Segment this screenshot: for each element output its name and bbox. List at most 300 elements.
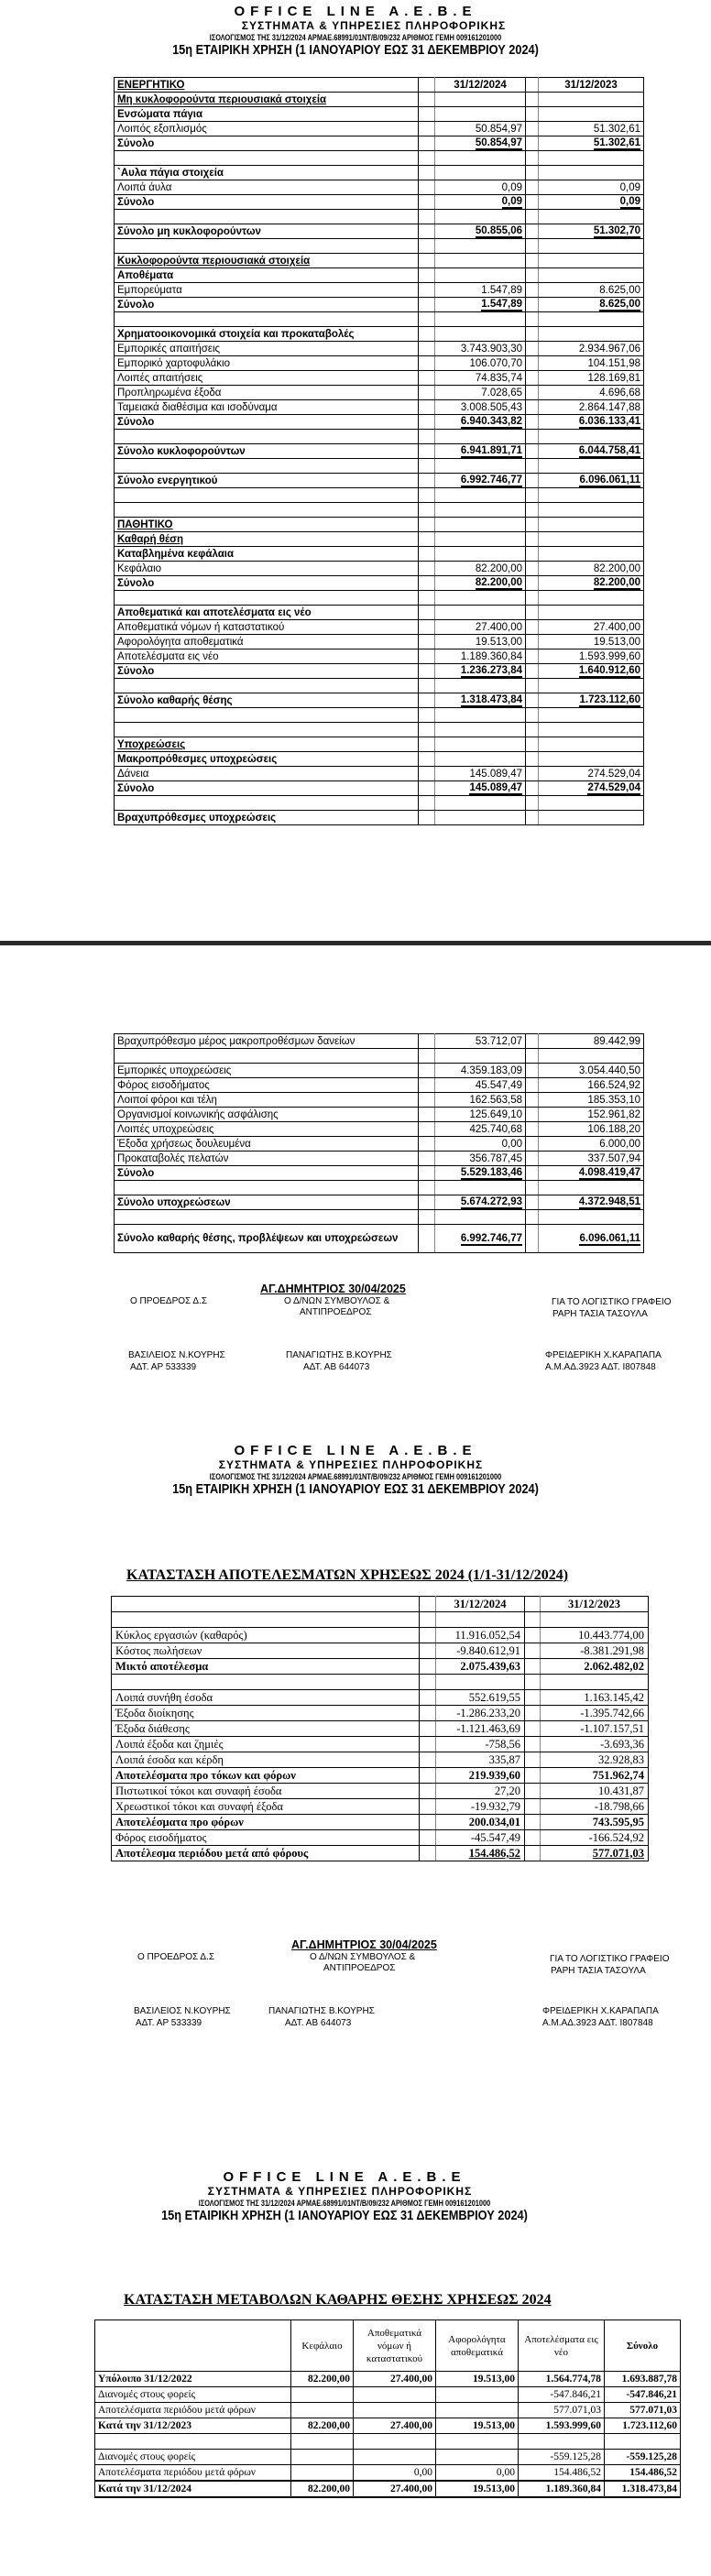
value-2024 [435, 796, 526, 811]
table-row [115, 254, 644, 268]
table-row [112, 1659, 649, 1675]
table-row [115, 1078, 644, 1093]
cell-value: 82.200,00 [291, 2481, 354, 2497]
president-id: ΑΔΤ. ΑΡ 533339 [130, 1362, 197, 1372]
value-2023: 0,09 [539, 180, 644, 195]
table-row [112, 1628, 649, 1643]
value-2023: 1.723.112,60 [539, 693, 644, 708]
value-2024: 1.318.473,84 [435, 693, 526, 708]
value-2024: 145.089,47 [435, 767, 526, 781]
table-row [115, 298, 644, 312]
value-2024: -758,56 [485, 1737, 520, 1751]
row-label: Βραχυπρόθεσμο μέρος μακροπροθέσμων δανείων [117, 1035, 356, 1047]
cell-value [436, 2387, 519, 2403]
cell-value: 1.693.887,78 [605, 2372, 681, 2387]
cell-value: 1.564.774,78 [519, 2372, 605, 2387]
value-2023: 89.442,99 [539, 1034, 644, 1049]
cell-value: 27.400,00 [354, 2418, 436, 2434]
table-row [115, 1064, 644, 1078]
table-row [115, 664, 644, 679]
table-row [115, 224, 644, 239]
value-2023 [539, 503, 644, 518]
row-label: Μακροπρόθεσμες υποχρεώσεις [117, 753, 278, 765]
value-2023: 751.962,74 [592, 1768, 644, 1782]
row-label: Σύνολο κυκλοφορούντων [117, 445, 246, 457]
cell-value: 19.513,00 [436, 2481, 519, 2497]
president-title: Ο ΠΡΟΕΔΡΟΣ Δ.Σ [130, 1296, 208, 1306]
column-header: Κεφάλαιο [291, 2320, 354, 2372]
value-2023: -8.381.291,98 [580, 1643, 644, 1657]
value-2023 [539, 796, 644, 811]
value-2024 [435, 723, 526, 737]
table-row [115, 415, 644, 430]
row-label: Σύνολο καθαρής θέσης [117, 694, 233, 706]
cell-value [436, 2403, 519, 2418]
table-row [115, 693, 644, 708]
value-2024: 0,00 [435, 1137, 526, 1152]
table-row [115, 635, 644, 649]
row-label: Χρεωστικοί τόκοι και συναφή έξοδα [115, 1799, 283, 1813]
table-row [115, 474, 644, 488]
table-row [112, 1768, 649, 1784]
col-2023: 31/12/2023 [541, 1597, 649, 1612]
company-activity: ΣΥΣΤΗΜΑΤΑ & ΥΠΗΡΕΣΙΕΣ ΠΛΗΡΟΦΟΡΙΚΗΣ [207, 2185, 473, 2198]
col-2024: 31/12/2024 [436, 1597, 525, 1612]
row-label: Χρηματοοικονομικά στοιχεία και προκαταβολές [117, 328, 355, 340]
value-2023: 8.625,00 [539, 298, 644, 312]
value-2023: 743.595,95 [592, 1815, 644, 1828]
table-row [115, 371, 644, 386]
value-2023 [539, 254, 644, 268]
document-header-2 [0, 1443, 711, 1498]
value-2023: 10.443.774,00 [578, 1628, 644, 1642]
value-2023: 6.000,00 [539, 1137, 644, 1152]
value-2024 [435, 679, 526, 693]
table-row [115, 488, 644, 503]
row-label: Μη κυκλοφορούντα περιουσιακά στοιχεία [117, 93, 327, 105]
value-2023: 577.071,03 [592, 1846, 644, 1860]
row-label: Κεφάλαιο [117, 562, 162, 574]
row-label [95, 2434, 291, 2450]
cell-value [291, 2450, 354, 2465]
cell-value: -547.846,21 [605, 2387, 681, 2403]
value-2023 [539, 606, 644, 620]
value-2023: 1.163.145,42 [584, 1690, 644, 1704]
row-label: Καθαρή θέση [117, 533, 184, 545]
value-2024: 82.200,00 [435, 562, 526, 576]
row-label: Αποτελέσματα προ τόκων και φόρων [115, 1768, 296, 1782]
table-row [115, 576, 644, 591]
table-row [115, 767, 644, 781]
table-row [115, 620, 644, 635]
document-header-1 [0, 4, 711, 59]
value-2024: 125.649,10 [435, 1108, 526, 1122]
value-2024: -1.121.463,69 [456, 1721, 520, 1735]
row-label: Σύνολο [117, 299, 155, 311]
table-row [115, 459, 644, 474]
cell-value: 82.200,00 [291, 2372, 354, 2387]
value-2023: 4.372.948,51 [539, 1195, 644, 1210]
table-row [115, 239, 644, 254]
row-label: Αποθεματικά νόμων ή καταστατικού [117, 621, 285, 633]
row-label: Σύνολο [117, 196, 155, 208]
accountant-id: Α.Μ.ΑΔ.3923 ΑΔΤ. Ι807848 [545, 1362, 656, 1372]
value-2023 [539, 518, 644, 532]
value-2023: 1.593.999,60 [539, 649, 644, 664]
value-2023 [539, 811, 644, 825]
table-row [115, 591, 644, 606]
value-2024 [435, 1181, 526, 1195]
row-label: Εμπορικές υποχρεώσεις [117, 1064, 232, 1076]
row-label: Λοιπά συνήθη έσοδα [115, 1690, 213, 1704]
value-2024: 154.486,52 [468, 1846, 520, 1860]
cell-value [436, 2450, 519, 2465]
value-2023 [539, 547, 644, 562]
value-2023: 4.098.419,47 [539, 1166, 644, 1181]
table-row [115, 1181, 644, 1195]
table-row [115, 1034, 644, 1049]
value-2024: 6.941.891,71 [435, 444, 526, 459]
md-id: ΑΔΤ. ΑΒ 644073 [303, 1362, 370, 1372]
row-label: Σύνολο [117, 416, 155, 428]
value-2023: 6.036.133,41 [539, 415, 644, 430]
cell-value: 154.486,52 [519, 2465, 605, 2482]
table-row [115, 107, 644, 122]
row-label: Διανομές στους φορείς [95, 2387, 291, 2403]
table-row [115, 180, 644, 195]
row-label: Καταβλημένα κεφάλαια [117, 548, 235, 560]
value-2023: 3.054.440,50 [539, 1064, 644, 1078]
table-row [112, 1643, 649, 1659]
fiscal-year-line: 15η ΕΤΑΙΡΙΚΗ ΧΡΗΣΗ (1 ΙΑΝΟΥΑΡΙΟΥ ΕΩΣ 31 ΔΕΚΕΜΒΡΙΟΥ 2024) [172, 43, 539, 58]
row-label: Αφορολόγητα αποθεματικά [117, 636, 244, 648]
table-row [115, 752, 644, 767]
value-2024: 1.236.273,84 [435, 664, 526, 679]
table-row [115, 562, 644, 576]
value-2023: -1.395.742,66 [580, 1706, 644, 1719]
value-2023 [539, 708, 644, 723]
value-2024: 7.028,65 [435, 386, 526, 400]
col-2024: 31/12/2024 [435, 78, 526, 93]
accountant-office: ΓΙΑ ΤΟ ΛΟΓΙΣΤΙΚΟ ΓΡΑΦΕΙΟ [550, 1954, 670, 1964]
value-2023: 128.169,81 [539, 371, 644, 386]
value-2024 [435, 254, 526, 268]
table-row [115, 210, 644, 224]
company-name: OFFICE LINE A.E.B.E [223, 2169, 466, 2185]
table-row [115, 708, 644, 723]
value-2024 [435, 268, 526, 283]
column-header: Αφορολόγητα αποθεματικά [436, 2320, 519, 2372]
value-2024: 74.835,74 [435, 371, 526, 386]
table-row [112, 1612, 649, 1628]
row-label: Υποχρεώσεις [117, 738, 186, 750]
row-label: Κυκλοφορούντα περιουσιακά στοιχεία [117, 255, 311, 267]
value-2024: -19.932,79 [470, 1799, 520, 1813]
value-2023 [539, 239, 644, 254]
value-2023 [539, 210, 644, 224]
table-row [115, 386, 644, 400]
value-2024: 4.359.183,09 [435, 1064, 526, 1078]
row-label: Ενσώματα πάγια [117, 108, 203, 120]
table-row [115, 503, 644, 518]
row-label: Οργανισμοί κοινωνικής ασφάλισης [117, 1108, 279, 1120]
row-label: Προκαταβολές πελατών [117, 1152, 229, 1164]
cell-value: 1.189.360,84 [519, 2481, 605, 2497]
value-2024: 1.547,89 [435, 283, 526, 298]
row-label: Φόρος εισοδήματος [117, 1079, 210, 1091]
table-row [95, 2387, 681, 2403]
value-2024: -9.840.612,91 [456, 1643, 520, 1657]
value-2023: 337.507,94 [539, 1152, 644, 1166]
value-2024 [435, 811, 526, 825]
cell-value [354, 2403, 436, 2418]
table-row [112, 1784, 649, 1799]
value-2023: 152.961,82 [539, 1108, 644, 1122]
accountant-firm: ΡΑΡΗ ΤΑΣΙΑ ΤΑΣΟΥΛΑ [552, 1309, 648, 1319]
value-2023: -3.693,36 [600, 1737, 644, 1751]
value-2024: 5.674.272,93 [435, 1195, 526, 1210]
row-label: Σύνολο καθαρής θέσης, προβλέψεων και υποχρεώσεων [117, 1233, 399, 1244]
value-2023: 185.353,10 [539, 1093, 644, 1108]
table-row [95, 2465, 681, 2482]
value-2023: -18.798,66 [594, 1799, 644, 1813]
row-label: Μικτό αποτέλεσμα [115, 1659, 209, 1673]
value-2024: 145.089,47 [435, 781, 526, 796]
value-2024: 82.200,00 [435, 576, 526, 591]
row-label: Σύνολο [117, 137, 155, 149]
registry-line: ΙΣΟΛΟΓΙΣΜΟΣ ΤΗΣ 31/12/2024 ΑΡΜΑΕ.68991/01ΝΤ/Β/09/232 ΑΡΙΘΜΟΣ ΓΕΜΗ 009161201000 [209, 33, 502, 42]
row-label: Εμπορικές απαιτήσεις [117, 343, 221, 355]
table-header-row [115, 78, 644, 93]
row-label: Διανομές στους φορείς [95, 2450, 291, 2465]
value-2024: 335,87 [488, 1752, 520, 1766]
value-2024 [435, 532, 526, 547]
table-row [115, 136, 644, 151]
cell-value [519, 2434, 605, 2450]
president-title: Ο ΠΡΟΕΔΡΟΣ Δ.Σ [137, 1952, 215, 1962]
table-row [115, 283, 644, 298]
row-label: Λοιποί φόροι και τέλη [117, 1094, 217, 1106]
value-2024 [435, 327, 526, 342]
cell-value: 1.723.112,60 [605, 2418, 681, 2434]
table-row [95, 2434, 681, 2450]
table-row [115, 327, 644, 342]
value-2024: 3.743.903,30 [435, 342, 526, 356]
value-2023 [539, 752, 644, 767]
value-2023: 6.096.061,11 [539, 474, 644, 488]
row-label: Σύνολο [117, 782, 155, 794]
value-2023: -166.524,92 [588, 1830, 644, 1844]
table-row [112, 1830, 649, 1846]
value-2023 [539, 1049, 644, 1064]
table-row [115, 400, 644, 415]
value-2023: 6.096.061,11 [539, 1225, 644, 1253]
row-label: Αποτελέσματα προ φόρων [115, 1815, 244, 1828]
president-name: ΒΑΣΙΛΕΙΟΣ Ν.ΚΟΥΡΗΣ [128, 1350, 225, 1360]
cell-value: 1.593.999,60 [519, 2418, 605, 2434]
cell-value [354, 2387, 436, 2403]
table-row [115, 723, 644, 737]
cell-value [354, 2450, 436, 2465]
value-2024 [435, 503, 526, 518]
company-name: OFFICE LINE A.E.B.E [234, 4, 477, 19]
md-title-1: Ο Δ/ΝΩΝ ΣΥΜΒΟΥΛΟΣ & [284, 1296, 390, 1306]
table-row [95, 2372, 681, 2387]
accountant-firm: ΡΑΡΗ ΤΑΣΙΑ ΤΑΣΟΥΛΑ [551, 1966, 646, 1976]
table-row [115, 532, 644, 547]
table-row [115, 1093, 644, 1108]
value-2024 [435, 459, 526, 474]
value-2024 [435, 93, 526, 107]
table-row [115, 430, 644, 444]
cell-value [354, 2434, 436, 2450]
value-2023: 4.696,68 [539, 386, 644, 400]
md-title-2: ΑΝΤΙΠΡΟΕΔΡΟΣ [323, 1963, 396, 1973]
value-2024 [435, 591, 526, 606]
table-row [112, 1799, 649, 1815]
md-title-1: Ο Δ/ΝΩΝ ΣΥΜΒΟΥΛΟΣ & [310, 1952, 416, 1962]
column-header: Σύνολο [605, 2320, 681, 2372]
row-label: Λοιπές απαιτήσεις [117, 372, 203, 384]
cell-value [605, 2434, 681, 2450]
cell-value: -559.125,28 [519, 2450, 605, 2465]
value-2024: 27.400,00 [435, 620, 526, 635]
row-label: Λοιπά έξοδα και ζημιές [115, 1737, 224, 1751]
table-row [95, 2403, 681, 2418]
table-row [115, 1166, 644, 1181]
value-2023 [539, 166, 644, 180]
value-2023: 51.302,61 [539, 136, 644, 151]
col-2023: 31/12/2023 [539, 78, 644, 93]
value-2023: 1.640.912,60 [539, 664, 644, 679]
row-label: Προπληρωμένα έξοδα [117, 387, 222, 398]
president-name: ΒΑΣΙΛΕΙΟΣ Ν.ΚΟΥΡΗΣ [134, 2006, 231, 2016]
value-2024 [435, 239, 526, 254]
value-2024: 6.992.746,77 [435, 1225, 526, 1253]
cell-value: 0,00 [354, 2465, 436, 2482]
value-2024 [435, 151, 526, 166]
value-2023 [539, 312, 644, 327]
value-2024: -45.547,49 [470, 1830, 520, 1844]
row-label: Πιστωτικοί τόκοι και συναφή έσοδα [115, 1784, 282, 1797]
table-header-row [112, 1597, 649, 1612]
value-2024 [435, 1049, 526, 1064]
company-activity: ΣΥΣΤΗΜΑΤΑ & ΥΠΗΡΕΣΙΕΣ ΠΛΗΡΟΦΟΡΙΚΗΣ [218, 1458, 484, 1471]
accountant-office: ΓΙΑ ΤΟ ΛΟΓΙΣΤΙΚΟ ΓΡΑΦΕΙΟ [552, 1297, 672, 1307]
value-2023 [539, 532, 644, 547]
income-statement-title: ΚΑΤΑΣΤΑΣΗ ΑΠΟΤΕΛΕΣΜΑΤΩΝ ΧΡΗΣΕΩΣ 2024 (1/1-31/12/2024) [126, 1567, 569, 1583]
value-2024: 200.034,01 [468, 1815, 520, 1828]
value-2024: 11.916.052,54 [454, 1628, 520, 1642]
value-2023 [539, 591, 644, 606]
value-2024: 53.712,07 [435, 1034, 526, 1049]
table-row [115, 1137, 644, 1152]
value-2023 [539, 488, 644, 503]
value-2023 [539, 723, 644, 737]
table-row [112, 1706, 649, 1721]
value-2024: 0,09 [435, 195, 526, 210]
row-label: Λοιπά έσοδα και κέρδη [115, 1752, 224, 1766]
cell-value: 19.513,00 [436, 2418, 519, 2434]
value-2023: 51.302,70 [539, 224, 644, 239]
value-2024 [435, 737, 526, 752]
value-2024: 356.787,45 [435, 1152, 526, 1166]
assets-heading: ΕΝΕΡΓΗΤΙΚΟ [117, 79, 185, 91]
table-row [115, 811, 644, 825]
cell-value: 577.071,03 [519, 2403, 605, 2418]
value-2024 [435, 547, 526, 562]
row-label: Έξοδα διάθεσης [115, 1721, 190, 1735]
row-label: Σύνολο [117, 665, 155, 677]
value-2024 [435, 518, 526, 532]
cell-value: -547.846,21 [519, 2387, 605, 2403]
row-label: Λοιπά άυλα [117, 181, 172, 193]
value-2024: 0,09 [435, 180, 526, 195]
value-2024: 50.854,97 [435, 136, 526, 151]
row-label: Βραχυπρόθεσμες υποχρεώσεις [117, 812, 277, 824]
registry-line: ΙΣΟΛΟΓΙΣΜΟΣ ΤΗΣ 31/12/2024 ΑΡΜΑΕ.68991/01ΝΤ/Β/09/232 ΑΡΙΘΜΟΣ ΓΕΜΗ 009161201000 [209, 1472, 502, 1481]
value-2024: 425.740,68 [435, 1122, 526, 1137]
value-2023: 82.200,00 [539, 562, 644, 576]
value-2024: 219.939,60 [468, 1768, 520, 1782]
value-2023: 2.934.967,06 [539, 342, 644, 356]
row-label: Ταμειακά διαθέσιμα και ισοδύναμα [117, 401, 278, 413]
value-2024: 5.529.183,46 [435, 1166, 526, 1181]
row-label: Σύνολο υποχρεώσεων [117, 1196, 231, 1208]
equity-statement-title: ΚΑΤΑΣΤΑΣΗ ΜΕΤΑΒΟΛΩΝ ΚΑΘΑΡΗΣ ΘΕΣΗΣ ΧΡΗΣΕΩΣ 2024 [124, 2292, 552, 2308]
table-row [112, 1690, 649, 1706]
value-2024: 45.547,49 [435, 1078, 526, 1093]
table-row [115, 1108, 644, 1122]
value-2024 [435, 1210, 526, 1225]
cell-value: 27.400,00 [354, 2481, 436, 2497]
table-row [115, 151, 644, 166]
value-2024: -1.286.233,20 [456, 1706, 520, 1719]
document-header-3 [0, 2169, 700, 2224]
value-2024: 50.855,06 [435, 224, 526, 239]
row-label: Υπόλοιπο 31/12/2022 [95, 2372, 291, 2387]
table-row [115, 606, 644, 620]
row-label: Κύκλος εργασιών (καθαρός) [115, 1628, 247, 1642]
company-name: OFFICE LINE A.E.B.E [234, 1443, 477, 1458]
value-2024 [435, 708, 526, 723]
place-date: ΑΓ.ΔΗΜΗΤΡΙΟΣ 30/04/2025 [291, 1938, 437, 1951]
value-2023: 27.400,00 [539, 620, 644, 635]
table-row [115, 649, 644, 664]
value-2024: 6.992.746,77 [435, 474, 526, 488]
balance-sheet-table-part2 [114, 1033, 644, 1253]
value-2024: 6.940.343,82 [435, 415, 526, 430]
cell-value: 82.200,00 [291, 2418, 354, 2434]
fiscal-year-line: 15η ΕΤΑΙΡΙΚΗ ΧΡΗΣΗ (1 ΙΑΝΟΥΑΡΙΟΥ ΕΩΣ 31 ΔΕΚΕΜΒΡΙΟΥ 2024) [172, 1482, 539, 1497]
value-2024 [435, 430, 526, 444]
value-2023: 2.062.482,02 [584, 1659, 644, 1673]
row-label: Εμπορικό χαρτοφυλάκιο [117, 357, 230, 369]
cell-value [291, 2465, 354, 2482]
table-row [112, 1675, 649, 1690]
table-row [115, 1152, 644, 1166]
table-row [115, 1049, 644, 1064]
row-label: Κόστος πωλήσεων [115, 1643, 202, 1657]
value-2023 [539, 268, 644, 283]
income-statement-table [111, 1596, 649, 1861]
table-row [115, 268, 644, 283]
value-2024: 1.189.360,84 [435, 649, 526, 664]
value-2023: 166.524,92 [539, 1078, 644, 1093]
value-2024: 3.008.505,43 [435, 400, 526, 415]
table-row [112, 1815, 649, 1830]
value-2023: 82.200,00 [539, 576, 644, 591]
